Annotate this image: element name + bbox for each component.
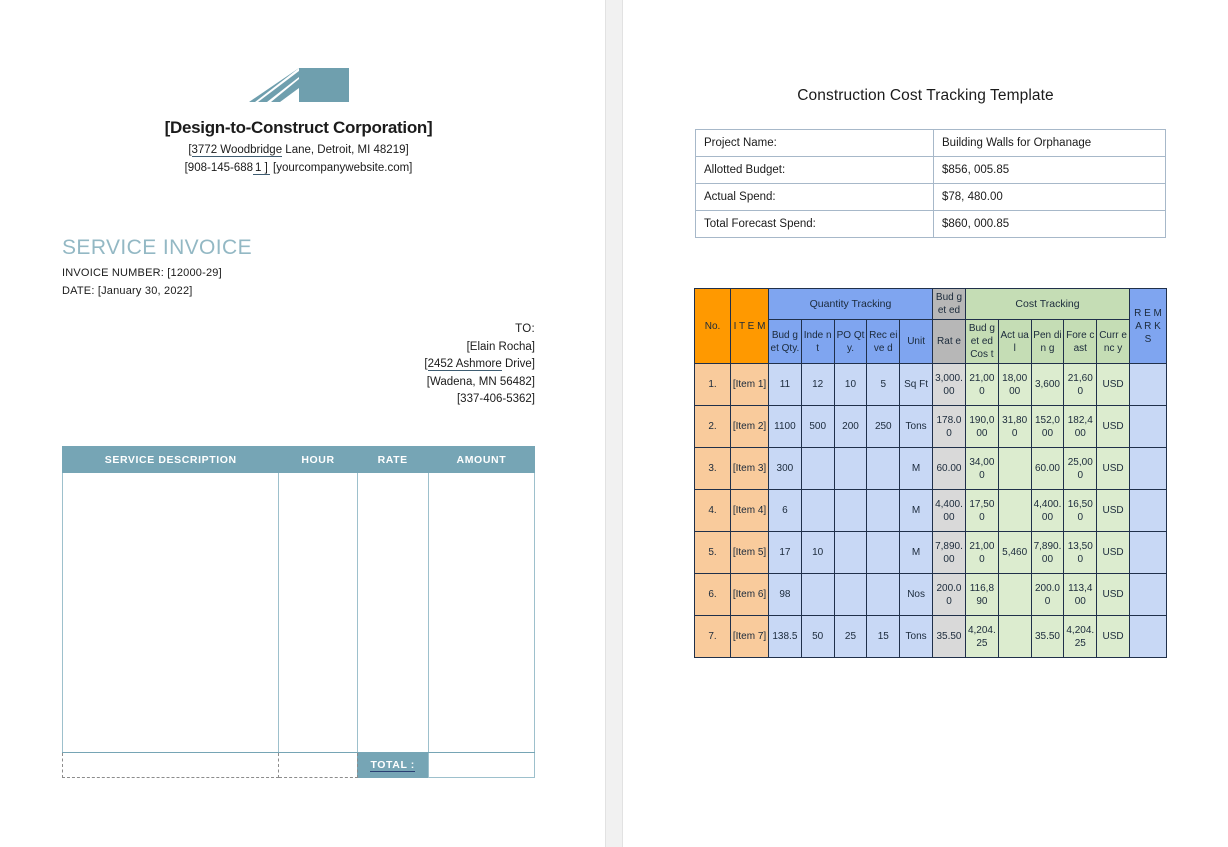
cell-received[interactable]: 5 <box>867 364 900 406</box>
invoice-number: INVOICE NUMBER: [12000-29] <box>62 267 222 279</box>
group-cost-tracking: Cost Tracking <box>965 289 1129 320</box>
cell-indent[interactable]: 12 <box>801 364 834 406</box>
cell-pending[interactable]: 4,400.00 <box>1031 490 1064 532</box>
cell-budgeted-cost[interactable]: 21,000 <box>965 532 998 574</box>
cell-indent[interactable]: 10 <box>801 532 834 574</box>
cell-budget-qty[interactable]: 6 <box>769 490 802 532</box>
cell-budget-qty[interactable]: 11 <box>769 364 802 406</box>
cell-amount[interactable] <box>428 473 534 753</box>
cost-table-row <box>695 406 1167 448</box>
cell-remarks[interactable] <box>1130 574 1167 616</box>
bill-to-bracket: [ <box>424 358 428 371</box>
cell-forecast[interactable]: 4,204.25 <box>1064 616 1097 658</box>
col-budgeted-rate: Rat e <box>932 320 965 364</box>
cell-actual[interactable] <box>998 616 1031 658</box>
cell-indent[interactable]: 500 <box>801 406 834 448</box>
cell-po-qty[interactable] <box>834 532 867 574</box>
group-quantity-tracking: Quantity Tracking <box>769 289 933 320</box>
cell-budgeted-rate[interactable]: 178.00 <box>932 406 965 448</box>
cell-received[interactable] <box>867 490 900 532</box>
summary-row-total-forecast-spend <box>696 211 1166 238</box>
cell-no[interactable]: 2. <box>695 406 731 448</box>
cell-actual[interactable]: 18,0000 <box>998 364 1031 406</box>
cell-currency[interactable]: USD <box>1097 406 1130 448</box>
company-logo <box>0 66 597 109</box>
service-table-header-row <box>63 447 535 473</box>
address-rest: Lane, Detroit, MI 48219] <box>282 144 409 156</box>
total-notes-cell[interactable] <box>63 753 279 778</box>
cell-item[interactable]: [Item 5] <box>731 532 769 574</box>
cell-hour[interactable] <box>279 473 357 753</box>
cell-budgeted-cost[interactable]: 17,500 <box>965 490 998 532</box>
group-budgeted: Bud get ed <box>932 289 965 320</box>
col-hour: HOUR <box>279 447 357 473</box>
col-indent: Inde nt <box>801 320 834 364</box>
cell-indent[interactable] <box>801 490 834 532</box>
cell-remarks[interactable] <box>1130 616 1167 658</box>
cell-remarks[interactable] <box>1130 490 1167 532</box>
cell-budgeted-rate[interactable]: 60.00 <box>932 448 965 490</box>
cell-item[interactable]: [Item 6] <box>731 574 769 616</box>
total-label-text: TOTAL : <box>370 759 415 772</box>
cell-budget-qty[interactable]: 1100 <box>769 406 802 448</box>
cell-no[interactable]: 6. <box>695 574 731 616</box>
col-remarks: R E M A R K S <box>1130 289 1167 364</box>
cell-no[interactable]: 1. <box>695 364 731 406</box>
col-forecast: Fore cast <box>1064 320 1097 364</box>
col-po-qty: PO Qty. <box>834 320 867 364</box>
summary-value-allotted-budget[interactable]: $856, 005.85 <box>934 157 1166 184</box>
bill-to-phone: [337-406-5362] <box>456 393 535 406</box>
cell-item[interactable]: [Item 4] <box>731 490 769 532</box>
service-table-total-row <box>63 753 535 778</box>
total-blank-cell[interactable] <box>279 753 357 778</box>
address-street: 3772 Woodbridge <box>191 144 283 156</box>
cell-indent[interactable] <box>801 448 834 490</box>
cell-po-qty[interactable] <box>834 574 867 616</box>
page-divider <box>605 0 623 847</box>
bill-to-name: [Elain Rocha] <box>466 340 535 353</box>
cell-currency[interactable]: USD <box>1097 448 1130 490</box>
summary-row-allotted-budget <box>696 157 1166 184</box>
col-service-description: SERVICE DESCRIPTION <box>63 447 279 473</box>
service-invoice-title: SERVICE INVOICE <box>62 236 252 259</box>
cell-forecast[interactable]: 182,400 <box>1064 406 1097 448</box>
col-actual: Act ual <box>998 320 1031 364</box>
cost-table-row <box>695 574 1167 616</box>
company-address <box>0 144 597 156</box>
cell-received[interactable] <box>867 574 900 616</box>
cell-pending[interactable]: 200.00 <box>1031 574 1064 616</box>
summary-row-project-name <box>696 130 1166 157</box>
cell-actual[interactable]: 5,460 <box>998 532 1031 574</box>
address-bracket-open: [ <box>188 144 192 156</box>
cell-indent[interactable] <box>801 574 834 616</box>
cell-po-qty[interactable] <box>834 490 867 532</box>
cell-unit[interactable]: Sq Ft <box>900 364 933 406</box>
col-received: Rec eive d <box>867 320 900 364</box>
cell-budgeted-cost[interactable]: 116,890 <box>965 574 998 616</box>
cell-indent[interactable]: 50 <box>801 616 834 658</box>
col-budget-qty: Bud get Qty. <box>769 320 802 364</box>
cell-budgeted-rate[interactable]: 200.00 <box>932 574 965 616</box>
project-summary-table <box>695 129 1166 238</box>
cell-remarks[interactable] <box>1130 448 1167 490</box>
cell-pending[interactable]: 152,000 <box>1031 406 1064 448</box>
cell-item[interactable]: [Item 3] <box>731 448 769 490</box>
cell-forecast[interactable]: 21,600 <box>1064 364 1097 406</box>
cell-currency[interactable]: USD <box>1097 364 1130 406</box>
col-pending: Pen din g <box>1031 320 1064 364</box>
company-phone: [908-145-688 <box>184 162 254 174</box>
cell-unit[interactable]: Tons <box>900 406 933 448</box>
summary-label-project-name: Project Name: <box>696 130 934 157</box>
cell-received[interactable] <box>867 448 900 490</box>
cell-item[interactable]: [Item 7] <box>731 616 769 658</box>
cell-currency[interactable]: USD <box>1097 490 1130 532</box>
cell-budgeted-rate[interactable]: 4,400.00 <box>932 490 965 532</box>
cell-budgeted-rate[interactable]: 3,000.00 <box>932 364 965 406</box>
invoice-date: DATE: [January 30, 2022] <box>62 285 193 297</box>
cell-no[interactable]: 5. <box>695 532 731 574</box>
cost-table-row <box>695 490 1167 532</box>
total-amount-cell[interactable] <box>428 753 534 778</box>
col-rate: RATE <box>357 447 428 473</box>
cell-unit[interactable]: Nos <box>900 574 933 616</box>
cell-forecast[interactable]: 113,400 <box>1064 574 1097 616</box>
cell-budgeted-cost[interactable]: 34,000 <box>965 448 998 490</box>
cell-unit[interactable]: Tons <box>900 616 933 658</box>
cost-table-body <box>695 364 1167 658</box>
cell-item[interactable]: [Item 1] <box>731 364 769 406</box>
cell-budgeted-rate[interactable]: 7,890.00 <box>932 532 965 574</box>
cell-budget-qty[interactable]: 98 <box>769 574 802 616</box>
cell-unit[interactable]: M <box>900 490 933 532</box>
col-item: I T E M <box>731 289 769 364</box>
col-amount: AMOUNT <box>428 447 534 473</box>
cell-remarks[interactable] <box>1130 406 1167 448</box>
cell-po-qty[interactable] <box>834 448 867 490</box>
cell-pending[interactable]: 7,890.00 <box>1031 532 1064 574</box>
cost-table-row <box>695 616 1167 658</box>
cell-unit[interactable]: M <box>900 448 933 490</box>
cell-budget-qty[interactable]: 138.5 <box>769 616 802 658</box>
col-currency: Curr enc y <box>1097 320 1130 364</box>
service-table-body-row[interactable] <box>63 473 535 753</box>
cell-rate[interactable] <box>357 473 428 753</box>
col-unit: Unit <box>900 320 933 364</box>
cell-pending[interactable]: 60.00 <box>1031 448 1064 490</box>
cost-table-row <box>695 364 1167 406</box>
cell-remarks[interactable] <box>1130 364 1167 406</box>
cell-received[interactable]: 250 <box>867 406 900 448</box>
service-invoice-page <box>0 0 605 847</box>
summary-row-actual-spend <box>696 184 1166 211</box>
summary-label-actual-spend: Actual Spend: <box>696 184 934 211</box>
cell-budgeted-cost[interactable]: 21,000 <box>965 364 998 406</box>
cell-actual[interactable] <box>998 490 1031 532</box>
cell-received[interactable]: 15 <box>867 616 900 658</box>
bill-to-street-rest: Drive] <box>501 358 535 371</box>
bill-to-street-underlined: 2452 Ashmore <box>427 358 502 371</box>
cell-budgeted-cost[interactable]: 190,000 <box>965 406 998 448</box>
cell-budget-qty[interactable]: 300 <box>769 448 802 490</box>
cost-table-row <box>695 532 1167 574</box>
company-website: [yourcompanywebsite.com] <box>273 162 413 174</box>
col-no: No. <box>695 289 731 364</box>
bill-to-city: [Wadena, MN 56482] <box>426 375 535 388</box>
cell-forecast[interactable]: 13,500 <box>1064 532 1097 574</box>
cell-actual[interactable]: 31,800 <box>998 406 1031 448</box>
cell-actual[interactable] <box>998 574 1031 616</box>
cost-table-row <box>695 448 1167 490</box>
house-roof-icon <box>247 66 351 104</box>
cost-table-group-header-row <box>695 289 1167 320</box>
total-label <box>357 753 428 778</box>
cell-currency[interactable]: USD <box>1097 532 1130 574</box>
bill-to-block <box>424 321 535 409</box>
company-contact <box>0 162 597 174</box>
cost-tracking-table <box>694 288 1167 658</box>
cell-currency[interactable]: USD <box>1097 616 1130 658</box>
cell-pending[interactable]: 3,600 <box>1031 364 1064 406</box>
cell-service-description[interactable] <box>63 473 279 753</box>
bill-to-street <box>424 356 535 374</box>
cell-actual[interactable] <box>998 448 1031 490</box>
cell-no[interactable]: 7. <box>695 616 731 658</box>
bill-to-label: TO: <box>515 323 535 335</box>
cell-pending[interactable]: 35.50 <box>1031 616 1064 658</box>
cell-no[interactable]: 3. <box>695 448 731 490</box>
cell-forecast[interactable]: 25,000 <box>1064 448 1097 490</box>
cell-budgeted-rate[interactable]: 35.50 <box>932 616 965 658</box>
summary-label-total-forecast-spend: Total Forecast Spend: <box>696 211 934 238</box>
summary-label-allotted-budget: Allotted Budget: <box>696 157 934 184</box>
cost-tracking-page <box>623 0 1228 847</box>
summary-value-total-forecast-spend[interactable]: $860, 000.85 <box>934 211 1166 238</box>
company-name: [Design-to-Construct Corporation] <box>164 118 433 137</box>
cell-received[interactable] <box>867 532 900 574</box>
summary-value-actual-spend[interactable]: $78, 480.00 <box>934 184 1166 211</box>
cell-po-qty[interactable]: 25 <box>834 616 867 658</box>
cell-unit[interactable]: M <box>900 532 933 574</box>
cell-budget-qty[interactable]: 17 <box>769 532 802 574</box>
service-description-table <box>62 446 535 778</box>
cell-remarks[interactable] <box>1130 532 1167 574</box>
cell-currency[interactable]: USD <box>1097 574 1130 616</box>
cost-tracking-title: Construction Cost Tracking Template <box>797 87 1054 104</box>
cell-po-qty[interactable]: 10 <box>834 364 867 406</box>
cell-forecast[interactable]: 16,500 <box>1064 490 1097 532</box>
cell-po-qty[interactable]: 200 <box>834 406 867 448</box>
cell-budgeted-cost[interactable]: 4,204.25 <box>965 616 998 658</box>
summary-value-project-name[interactable]: Building Walls for Orphanage <box>934 130 1166 157</box>
company-phone-suffix: 1 ] <box>255 162 268 174</box>
col-budgeted-cost: Bud get ed Cos t <box>965 320 998 364</box>
cell-no[interactable]: 4. <box>695 490 731 532</box>
cell-item[interactable]: [Item 2] <box>731 406 769 448</box>
